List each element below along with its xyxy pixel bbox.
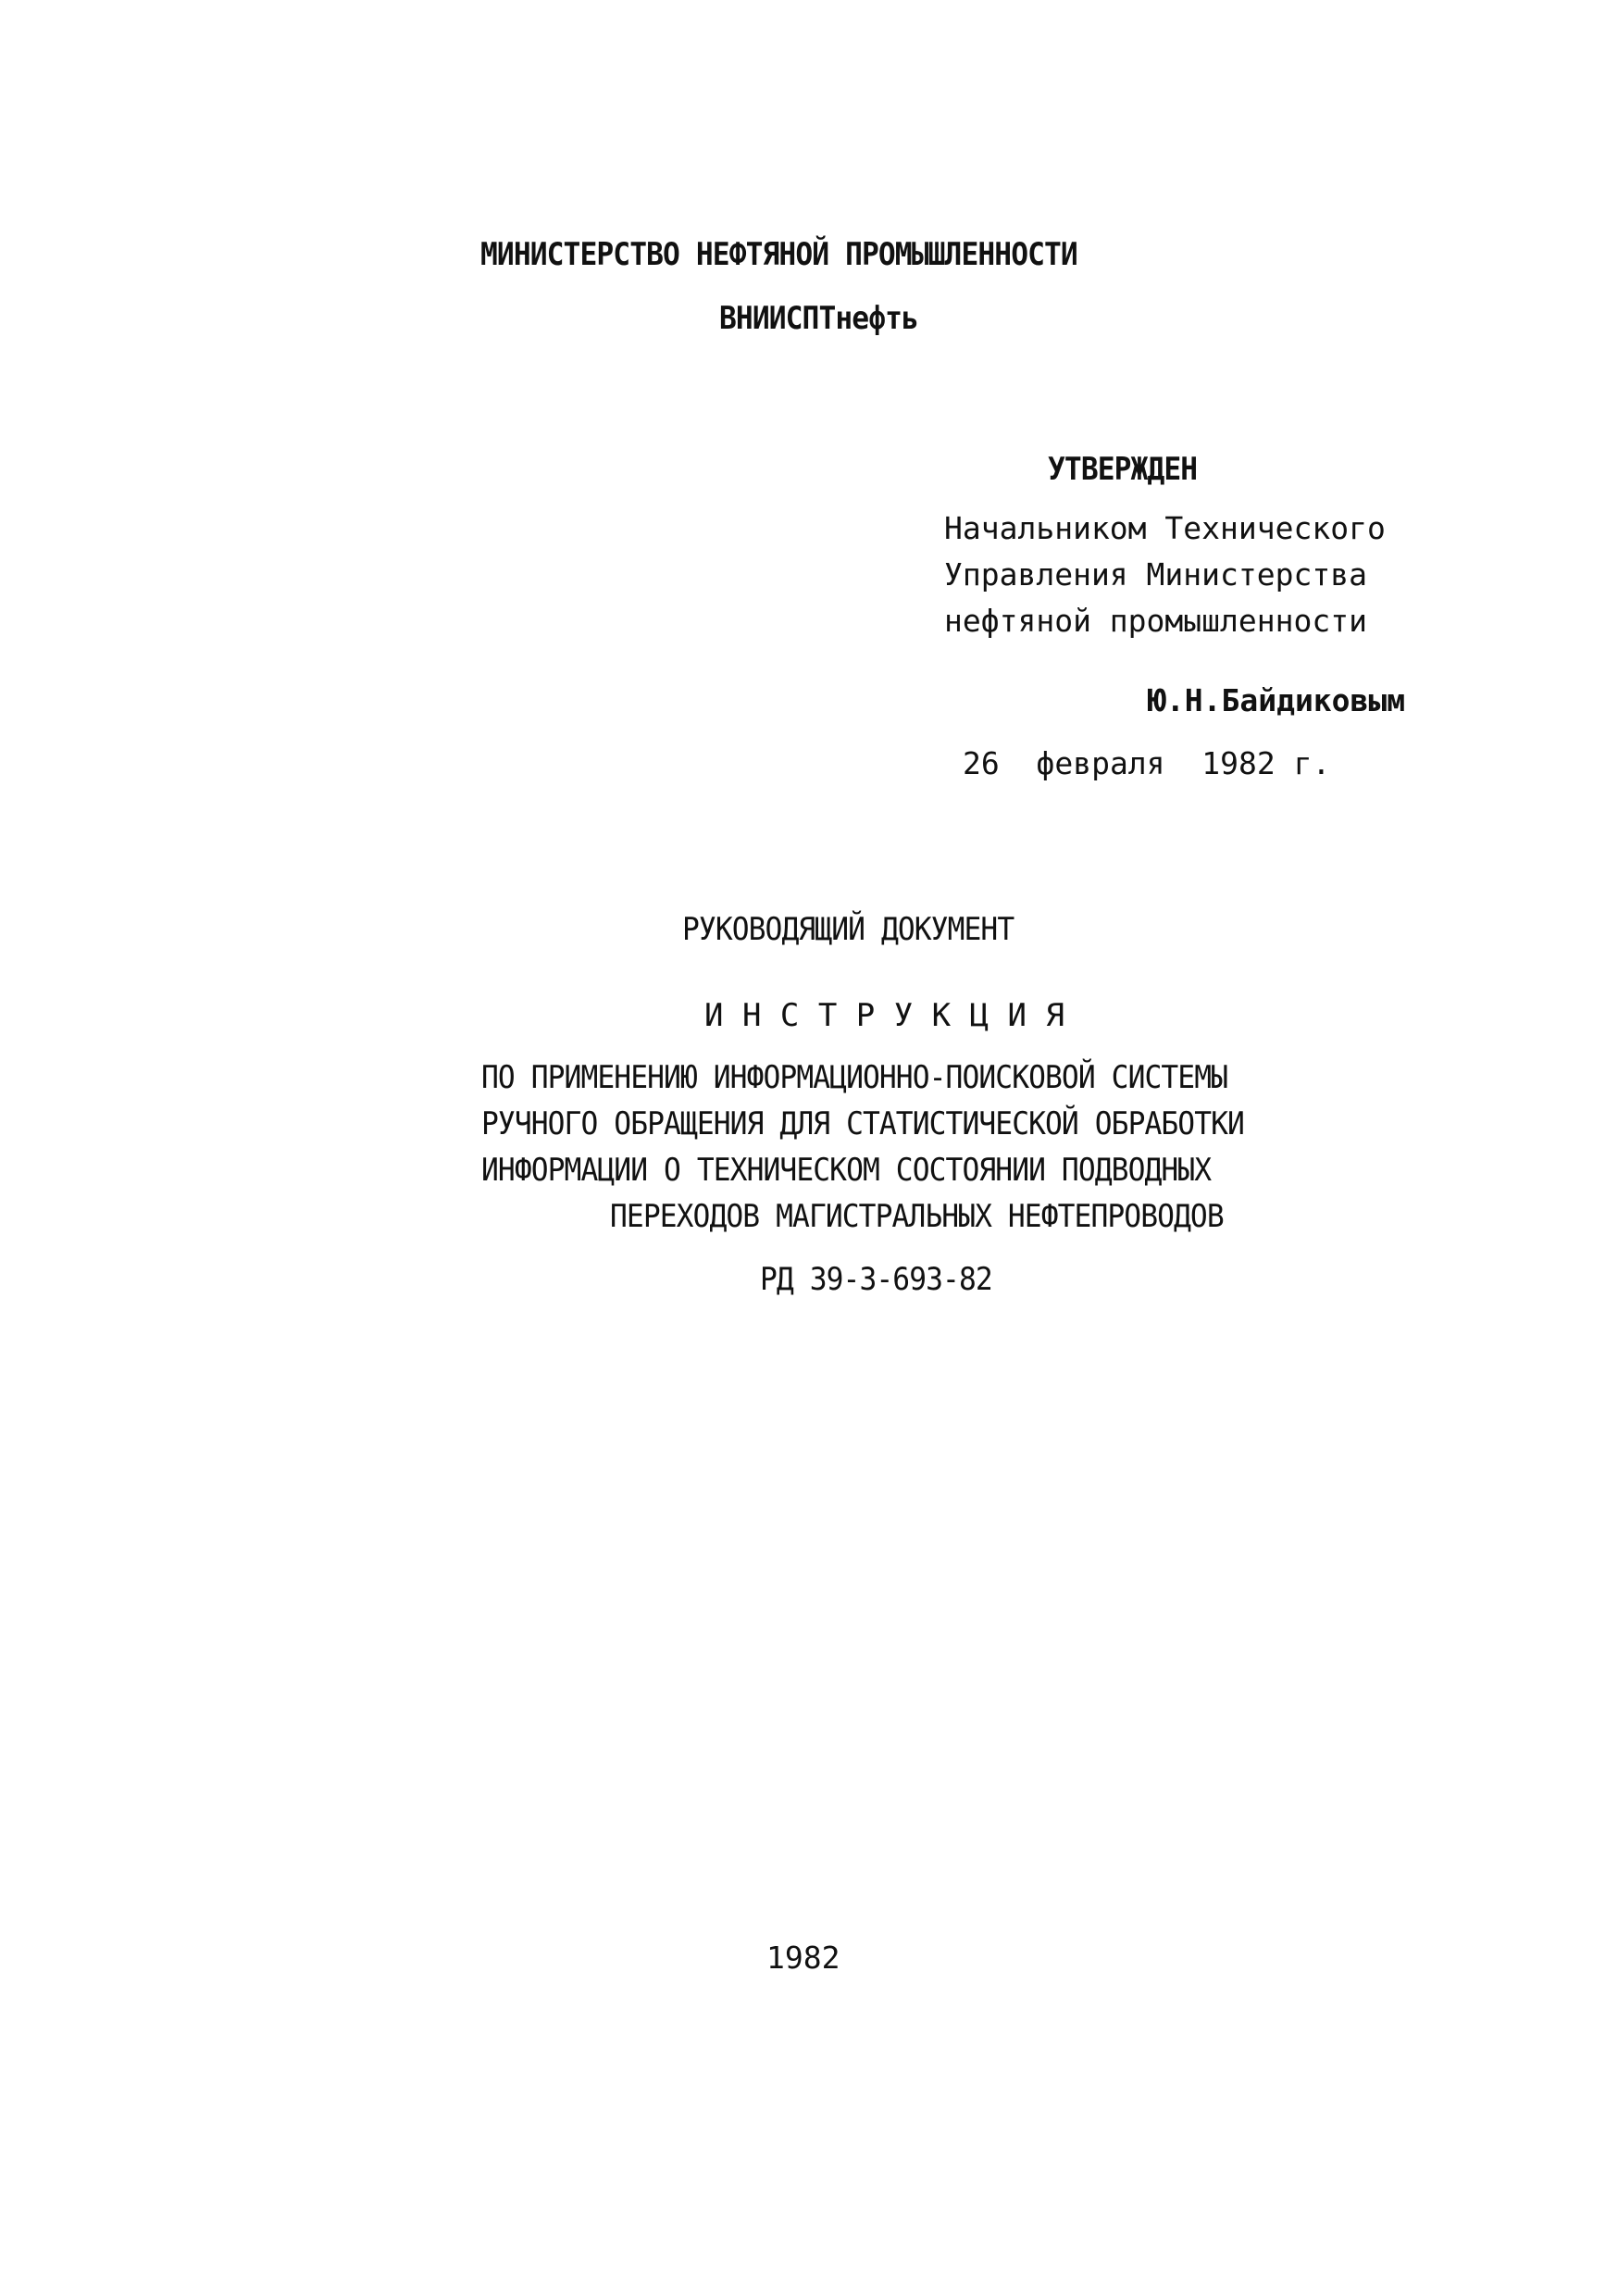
- publication-year: 1982: [766, 1940, 840, 1976]
- document-kind: И Н С Т Р У К Ц И Я: [704, 997, 1064, 1034]
- ministry-name: МИНИСТЕРСТВО НЕФТЯНОЙ ПРОМЫШЛЕННОСТИ: [480, 236, 1077, 273]
- approval-date: 26 февраля 1982 г.: [963, 745, 1331, 781]
- approval-line: нефтяной промышленности: [944, 603, 1367, 639]
- document-type: РУКОВОДЯЩИЙ ДОКУМЕНТ: [682, 911, 1014, 948]
- document-title-line: ПЕРЕХОДОВ МАГИСТРАЛЬНЫХ НЕФТЕПРОВОДОВ: [610, 1198, 1224, 1235]
- approval-line: Управления Министерства: [944, 556, 1367, 593]
- document-title-line: ПО ПРИМЕНЕНИЮ ИНФОРМАЦИОННО-ПОИСКОВОЙ СИСТЕМЫ: [481, 1059, 1228, 1096]
- document-title-line: РУЧНОГО ОБРАЩЕНИЯ ДЛЯ СТАТИСТИЧЕСКОЙ ОБРАБОТКИ: [481, 1105, 1244, 1142]
- institute-name: ВНИИСПТнефть: [719, 300, 918, 337]
- document-code: РД 39-3-693-82: [760, 1261, 992, 1298]
- approval-title: УТВЕРЖДЕН: [1048, 451, 1198, 488]
- approval-line: Начальником Технического: [944, 510, 1386, 546]
- approval-signer: Ю.Н.Байдиковым: [1148, 682, 1406, 718]
- document-title-line: ИНФОРМАЦИИ О ТЕХНИЧЕСКОМ СОСТОЯНИИ ПОДВОДНЫХ: [481, 1152, 1212, 1189]
